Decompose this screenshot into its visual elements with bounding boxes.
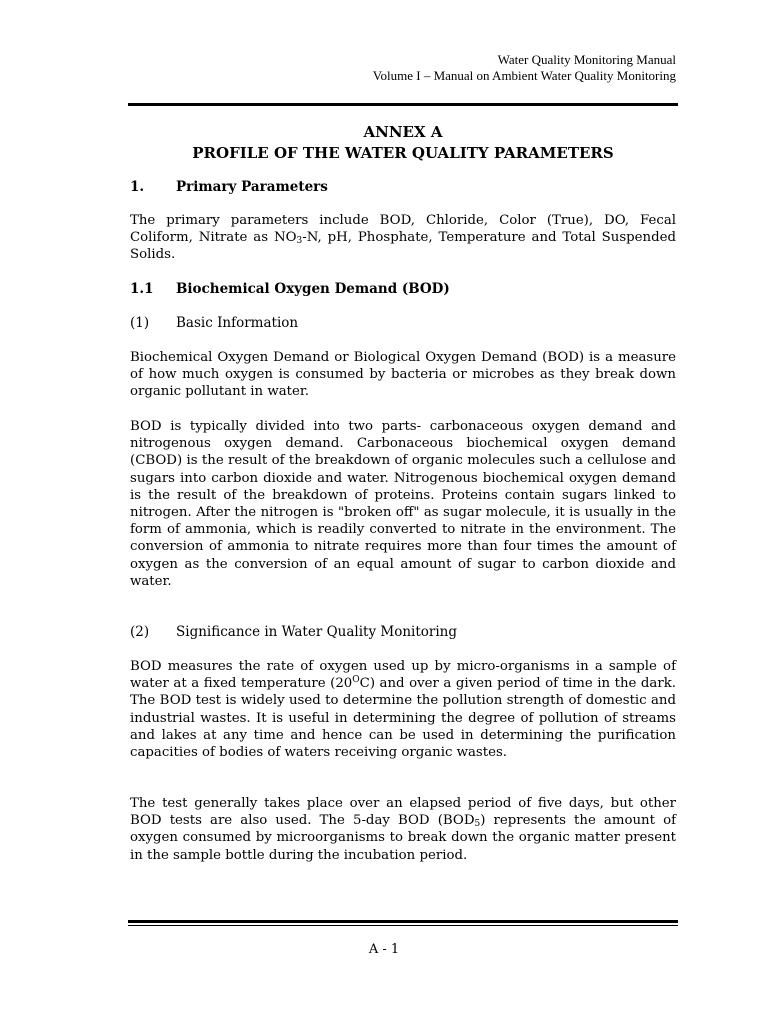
subheading-2-text: Significance in Water Quality Monitoring [176,624,457,640]
intro-subscript: 3 [296,236,303,247]
section-1-1-title: Biochemical Oxygen Demand (BOD) [176,281,450,297]
section-1-heading [130,178,328,196]
header-line-2: Volume I – Manual on Ambient Water Quality Monitoring [372,68,676,83]
intro-text-a: The primary parameters include BOD, Chloride, Color (True), DO, Fecal Coliform, Nitrate as NO [130,213,676,246]
subheading-basic-information [130,314,298,332]
page-number: A - 1 [368,942,400,957]
bod5-subscript: 5 [474,819,481,830]
section-1-1-number: 1.1 [130,281,154,297]
header-rule [128,103,678,106]
section-1-1-heading [130,280,450,298]
p3-text-a: BOD measures the rate of oxygen used up by micro-organisms in a sample of water at a fixed temperature (20 [130,659,676,692]
p3-text-b: C) and over a given period of time in the dark. The BOD test is widely used to determine the pollution strength of domestic and industrial wastes. It is useful in determining the degree of pollution of streams and lakes at any time and hence can be used in determining the purification capacities of bodies of waters receiving organic wastes. [130,676,676,761]
paragraph-bod-measures [130,658,676,761]
annex-subtitle: PROFILE OF THE WATER QUALITY PARAMETERS [192,144,614,162]
section-1-title: Primary Parameters [176,179,328,195]
section-1-intro [130,212,676,264]
annex-title: ANNEX A [363,123,443,141]
p4-text-b: ) represents the amount of oxygen consumed by microorganisms to break down the organic matter present in the sample bottle during the incubation period. [130,813,676,863]
paragraph-bod-parts: BOD is typically divided into two parts- carbonaceous oxygen demand and nitrogenous oxygen demand. Carbonaceous biochemical oxygen demand (CBOD) is the result of the breakdown of organic molecules such a cellulose and sugars into carbon dioxide and water. Nitrogenous biochemical oxygen demand is the result of the breakdown of proteins. Proteins contain sugars linked to nitrogen. After the nitrogen is "broken off" as sugar molecule, it is usually in the form of ammonia, which is readily converted to nitrate in the environment. The conversion of ammonia to nitrate requires more than four times the amount of oxygen as the conversion of an equal amount of sugar to carbon dioxide and water. [130,419,676,589]
subheading-2-label: (2) [130,624,150,640]
paragraph-five-day-test [130,795,676,864]
p4-text-a: The test generally takes place over an elapsed period of five days, but other BOD tests are also used. The 5-day BOD (BOD [130,796,676,829]
subheading-1-text: Basic Information [176,315,299,331]
footer-rule-thick [128,920,678,923]
section-1-number: 1. [130,179,145,195]
subheading-significance [130,623,457,641]
footer-rule-thin [128,925,678,926]
intro-text-b: -N, pH, Phosphate, Temperature and Total Suspended Solids. [130,230,677,263]
running-header [373,52,676,84]
paragraph-bod-definition: Biochemical Oxygen Demand or Biological Oxygen Demand (BOD) is a measure of how much oxygen is consumed by bacteria or microbes as they break down organic pollutant in water. [130,350,676,400]
degree-superscript: O [352,675,360,686]
subheading-1-label: (1) [130,315,150,331]
header-line-1: Water Quality Monitoring Manual [497,52,676,67]
